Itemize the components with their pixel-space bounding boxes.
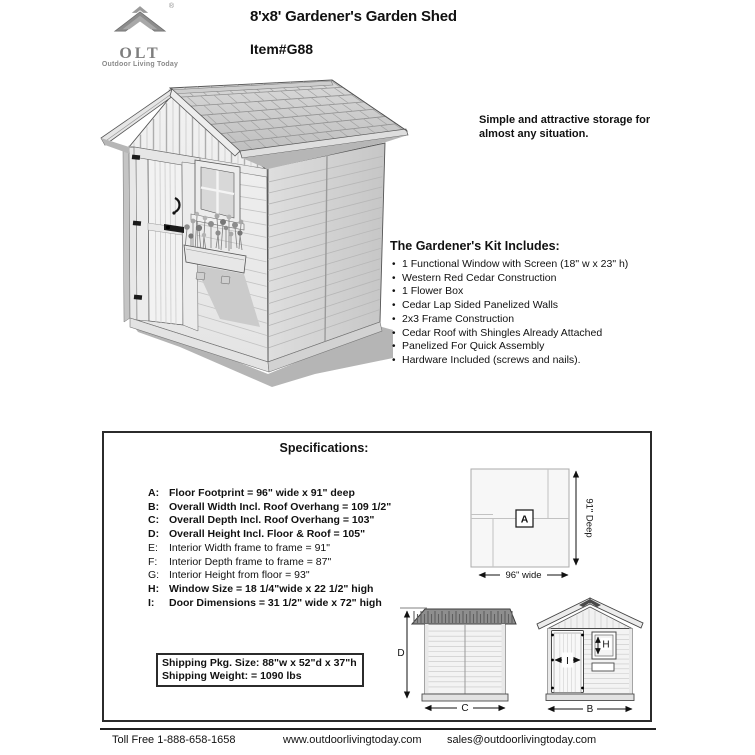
intro-text: Simple and attractive storage for almost any situation. <box>479 114 651 140</box>
kit-item: • Hardware Included (screws and nails). <box>390 354 670 368</box>
side-base <box>422 694 508 701</box>
registered-mark: ® <box>168 3 174 10</box>
front-flower-box <box>592 663 614 671</box>
olt-roof-icon <box>112 3 168 41</box>
kit-item: • 1 Functional Window with Screen (18" w x 23" h) <box>390 258 670 272</box>
spec-row: E: Interior Width frame to frame = 91" <box>148 541 330 554</box>
floor-label: A <box>520 513 529 526</box>
footer-phone: Toll Free 1-888-658-1658 <box>112 734 236 746</box>
kit-includes <box>390 239 670 368</box>
floor-footprint-diagram <box>452 454 602 584</box>
footer-email: sales@outdoorlivingtoday.com <box>447 734 597 746</box>
kit-item: • Panelized For Quick Assembly <box>390 340 670 354</box>
footer-divider <box>100 728 656 730</box>
specifications-heading: Specifications: <box>279 441 369 455</box>
brand-name: OLT <box>119 45 161 62</box>
spec-row: I: Door Dimensions = 31 1/2" wide x 72" high <box>148 596 382 609</box>
specification-rows <box>148 487 391 610</box>
width-dimension-label: 96" wide <box>505 570 542 581</box>
shipping-box <box>156 653 364 687</box>
side-elevation-diagram <box>397 595 542 717</box>
door-dimension-label: I <box>566 655 569 667</box>
kit-item: • 1 Flower Box <box>390 285 670 299</box>
kit-list <box>390 258 670 368</box>
spec-row: C: Overall Depth Incl. Roof Overhang = 103" <box>148 514 375 527</box>
footer-website: www.outdoorlivingtoday.com <box>283 734 422 746</box>
width-dimension-label-front: B <box>586 704 594 715</box>
depth-dimension-label: 91" Deep <box>583 498 595 538</box>
item-number: Item#G88 <box>250 41 314 57</box>
spec-row: G: Interior Height from floor = 93" <box>148 569 310 582</box>
front-elevation-diagram <box>531 588 649 720</box>
brand-tagline: Outdoor Living Today <box>101 61 179 68</box>
height-dimension-label: D <box>397 648 405 659</box>
specifications-box <box>102 431 652 722</box>
window-dimension-label: H <box>602 639 610 651</box>
olt-logo <box>88 3 192 68</box>
shipping-size: Shipping Pkg. Size: 88"w x 52"d x 37"h <box>162 657 357 669</box>
kit-item: • Cedar Roof with Shingles Already Attached <box>390 327 670 341</box>
depth-dimension-label-side: C <box>461 703 469 714</box>
left-corner-trim <box>129 147 137 320</box>
spec-row: D: Overall Height Incl. Floor & Roof = 105" <box>148 528 366 541</box>
front-base <box>546 694 634 701</box>
kit-item: • 2x3 Frame Construction <box>390 313 670 327</box>
kit-item: • Cedar Lap Sided Panelized Walls <box>390 299 670 313</box>
kit-heading: The Gardener's Kit Includes: <box>390 239 560 253</box>
shed-window <box>191 160 244 230</box>
spec-row: B: Overall Width Incl. Roof Overhang = 109 1/2" <box>148 500 392 513</box>
spec-row: A: Floor Footprint = 96" wide x 91" deep <box>148 487 355 499</box>
kit-item: • Western Red Cedar Construction <box>390 272 670 286</box>
page-title: 8'x8' Gardener's Garden Shed <box>250 8 457 25</box>
spec-row: H: Window Size = 18 1/4"wide x 22 1/2" high <box>148 582 374 595</box>
shipping-weight: Shipping Weight: = 1090 lbs <box>162 670 302 682</box>
front-window-elevation <box>592 632 616 659</box>
shed-door <box>132 147 200 331</box>
spec-row: F: Interior Depth frame to frame = 87" <box>148 555 332 568</box>
